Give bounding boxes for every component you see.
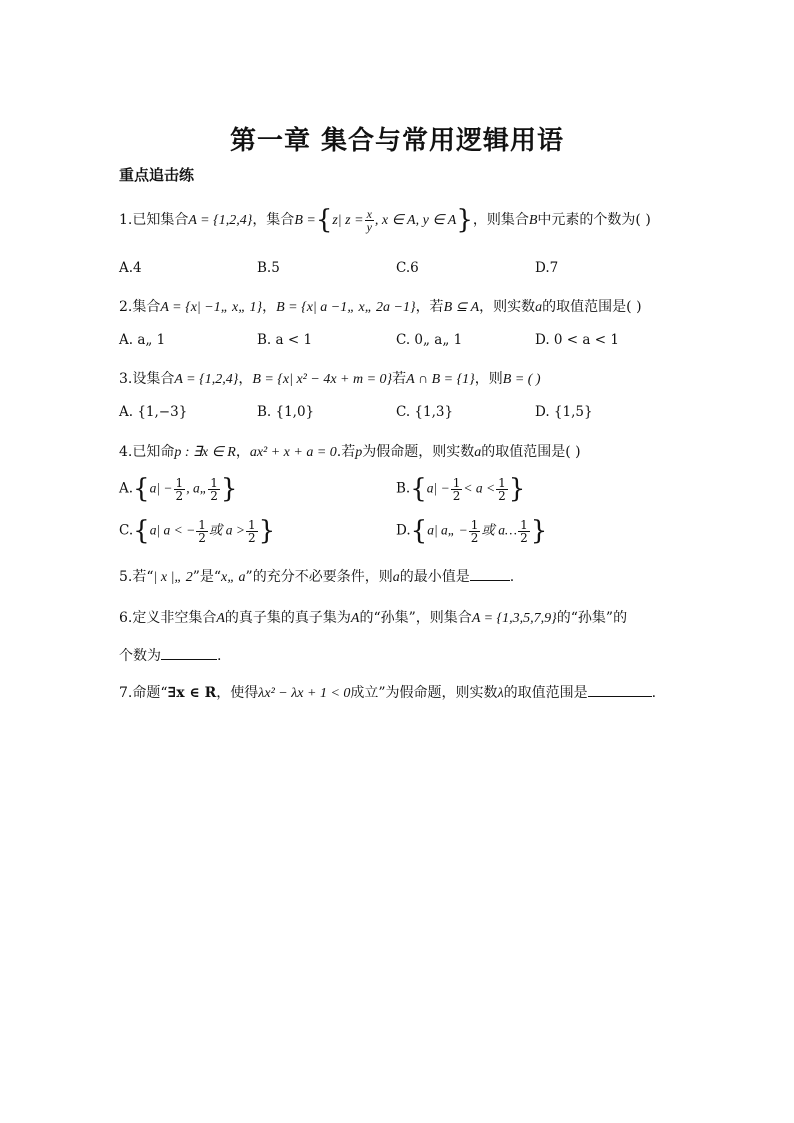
q4-option-b: B.{a| − $\frac{1}{2}$ < a < $\frac{1}{2}$ } <box>396 474 526 504</box>
question-7 <box>119 682 656 702</box>
q1-option-d: D.7 <box>535 260 559 276</box>
q2-option-a: A. a„ 1 <box>119 332 166 348</box>
q2-option-c: C. 0„ a„ 1 <box>396 332 463 348</box>
chapter-title: 第一章 集合与常用逻辑用语 <box>229 126 565 156</box>
q1-var-b: B <box>528 213 538 228</box>
q3-set-a: A = {1,2,4} <box>174 372 239 387</box>
q7-inequality: λx² − λx + 1 < 0 <box>258 686 351 701</box>
q4-var-p: p <box>355 445 363 460</box>
q1-set-b-left: B = <box>294 213 316 228</box>
question-5 <box>119 566 514 586</box>
q4-text-d: 的取值范围是( ) <box>481 444 581 460</box>
q6-text-e: 个数为 <box>119 648 161 664</box>
q5-end: . <box>509 569 515 585</box>
q1-text-c: ，则集合 <box>472 212 529 228</box>
q2-text: 2.集合 <box>119 299 161 315</box>
q3-option-b: B. {1,0} <box>257 404 315 420</box>
q2-option-b: B. a < 1 <box>257 332 313 348</box>
q2-comma: ， <box>262 299 277 315</box>
q6-text-c: 的“孙集”，则集合 <box>359 610 472 626</box>
q3-option-c: C. {1,3} <box>396 404 454 420</box>
q5-text-a: 5.若“ <box>119 569 154 585</box>
q3-text-c: ，则 <box>474 371 503 387</box>
q4-text-c: 为假命题，则实数 <box>362 444 475 460</box>
q3-text: 3.设集合 <box>119 371 175 387</box>
section-heading: 重点追击练 <box>119 166 195 184</box>
q1-set-b-right: , x ∈ A, y ∈ A <box>374 213 457 228</box>
q1-fraction: $\frac{x}{y}$ <box>366 206 372 234</box>
question-3 <box>119 368 541 388</box>
q5-cond-1: | x |„ 2 <box>153 570 193 585</box>
q6-text-b: 的真子集的真子集为 <box>224 610 351 626</box>
q3-option-a: A. {1,−3} <box>119 404 188 420</box>
q7-text-d: 的取值范围是 <box>503 685 588 701</box>
q7-text-a: 7.命题“ <box>119 685 168 701</box>
q1-text-a: 1.已知集合 <box>119 212 189 228</box>
q6-var-a2: A <box>350 611 360 626</box>
q1-option-a: A.4 <box>119 260 142 276</box>
q2-set-b: B = {x| a −1„ x„ 2a −1} <box>276 300 416 315</box>
q6-text-d: 的“孙集”的 <box>556 610 628 626</box>
q2-relation: B ⊆ A <box>443 300 480 315</box>
question-2 <box>119 296 642 316</box>
q7-proposition: ∃x ∈ R <box>167 685 217 701</box>
q4-option-d: D.{a| a„ − $\frac{1}{2}$ 或 a… $\frac{1}{2}$ } <box>396 516 548 546</box>
q3-relation: A ∩ B = {1} <box>406 372 475 387</box>
q5-cond-2: x„ a <box>221 570 246 585</box>
q1-option-c: C.6 <box>396 260 419 276</box>
q2-option-d: D. 0 < a < 1 <box>535 332 619 348</box>
q3-answer: B = ( ) <box>502 372 541 387</box>
q1-option-b: B.5 <box>257 260 280 276</box>
question-6 <box>119 607 627 627</box>
q3-set-b: B = {x| x² − 4x + m = 0} <box>252 372 393 387</box>
q6-end: . <box>217 648 222 664</box>
q2-text-b: ，若 <box>415 299 444 315</box>
q6-text-a: 6.定义非空集合 <box>119 610 217 626</box>
q2-var: a <box>535 300 543 315</box>
q2-text-c: ，则实数 <box>479 299 536 315</box>
q4-option-c: C.{a| a < − $\frac{1}{2}$ 或 a > $\frac{1}{2}$ } <box>119 516 276 546</box>
q5-text-c: ”的充分不必要条件，则 <box>245 569 393 585</box>
q4-comma: ， <box>235 444 250 460</box>
q1-text-d: 中元素的个数为( ) <box>537 212 651 228</box>
q2-set-a: A = {x| −1„ x„ 1} <box>160 300 263 315</box>
q7-text-c: 成立”为假命题，则实数 <box>350 685 498 701</box>
q2-text-d: 的取值范围是( ) <box>542 299 642 315</box>
q5-answer-blank[interactable] <box>470 580 510 581</box>
q6-var-a: A <box>216 611 225 626</box>
q6-answer-blank[interactable] <box>161 659 217 660</box>
q4-text-b: .若 <box>336 444 356 460</box>
q6-set-a: A = {1,3,5,7,9} <box>471 611 557 626</box>
q5-text-b: ”是“ <box>192 569 222 585</box>
q5-text-d: 的最小值是 <box>399 569 470 585</box>
q7-text-b: ，使得 <box>216 685 259 701</box>
q7-end: . <box>651 685 657 701</box>
question-1 <box>119 205 651 235</box>
q4-option-a: A.{a| − $\frac{1}{2}$ , a„ $\frac{1}{2}$ } <box>119 474 238 504</box>
q3-option-d: D. {1,5} <box>535 404 593 420</box>
q5-var: a <box>392 570 400 585</box>
q7-var: λ <box>497 686 504 701</box>
q1-set-a: A = {1,2,4} <box>188 213 253 228</box>
question-4 <box>119 441 581 461</box>
q7-answer-blank[interactable] <box>588 696 652 697</box>
q1-text-b: ，集合 <box>252 212 295 228</box>
q3-comma: ， <box>238 371 253 387</box>
q4-equation: ax² + x + a = 0 <box>249 445 337 460</box>
brace-right: } <box>456 205 473 235</box>
q1-set-b-mid: z| z = <box>332 213 364 228</box>
brace-left: { <box>315 205 333 235</box>
question-6-cont <box>119 645 221 665</box>
q4-text: 4.已知命 <box>119 444 175 460</box>
q3-text-b: 若 <box>392 371 407 387</box>
q4-var: a <box>474 445 482 460</box>
q4-proposition: p : ∃x ∈ R <box>174 445 236 460</box>
